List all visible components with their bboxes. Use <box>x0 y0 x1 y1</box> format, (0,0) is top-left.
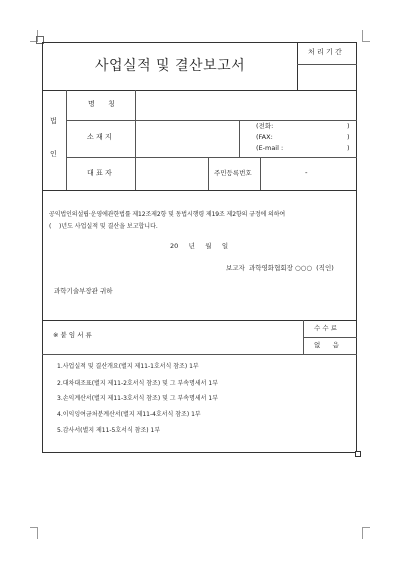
fee-value: 없 음 <box>314 341 339 349</box>
attachment-item: 1.사업실적 및 결산개요(별지 제11-1호서식 참조) 1부 <box>57 363 199 370</box>
corner-mark <box>30 527 38 528</box>
resident-number-label: 주민등록번호 <box>214 169 252 177</box>
name-label: 명 칭 <box>88 100 115 108</box>
processing-period-label: 처 리 기 간 <box>308 48 342 56</box>
address-label: 소 재 지 <box>87 133 112 141</box>
attachment-item: 2.대차대조표(별지 제11-2호서식 참조) 및 그 부속명세서 1부 <box>57 380 219 387</box>
form-title: 사업실적 및 결산보고서 <box>95 58 246 74</box>
corner-mark <box>362 527 363 539</box>
resident-number-value: - <box>305 169 308 177</box>
reporter-line: 보고자 과학영화협회장 ○○○ (직인) <box>226 264 334 272</box>
attachment-item: 5.감사서(별지 제11-5호서식 참조) 1부 <box>57 427 161 434</box>
phone-label: (전화: <box>256 122 274 130</box>
representative-label: 대 표 자 <box>87 169 112 177</box>
representative-field[interactable] <box>137 159 206 189</box>
corner-mark <box>362 527 370 528</box>
close-paren: ) <box>347 144 350 152</box>
name-field[interactable] <box>137 92 355 119</box>
attachment-item: 3.손익계산서(별지 제11-3호서식 참조) 및 그 부속명세서 1부 <box>57 395 219 402</box>
corporation-label-bottom: 인 <box>50 150 57 158</box>
fee-label: 수 수 료 <box>314 324 337 332</box>
addressee: 과학기술부장관 귀하 <box>54 287 113 295</box>
form-end-marker <box>355 451 361 457</box>
body-line-1: 공익법인의설립·운영에관한법률 제12조제2항 및 동법시행령 제19조 제2항의 규정에 의하여 <box>49 211 286 218</box>
close-paren: ) <box>347 122 350 130</box>
date-line: 20 년 월 일 <box>170 242 229 250</box>
address-field[interactable] <box>137 122 237 156</box>
attachments-header: ※ 붙 임 서 류 <box>53 331 92 339</box>
close-paren: ) <box>347 133 350 141</box>
corporation-label-top: 법 <box>50 117 57 125</box>
corner-mark <box>37 527 38 539</box>
fax-label: (FAX: <box>256 133 273 141</box>
email-label: (E-mail : <box>256 144 284 152</box>
attachment-item: 4.이익잉여금처분계산서(별지 제11-4호서식 참조) 1부 <box>57 411 201 418</box>
body-line-2: ( )년도 사업실적 및 결산을 보고합니다. <box>49 223 158 230</box>
corner-mark <box>362 41 370 42</box>
